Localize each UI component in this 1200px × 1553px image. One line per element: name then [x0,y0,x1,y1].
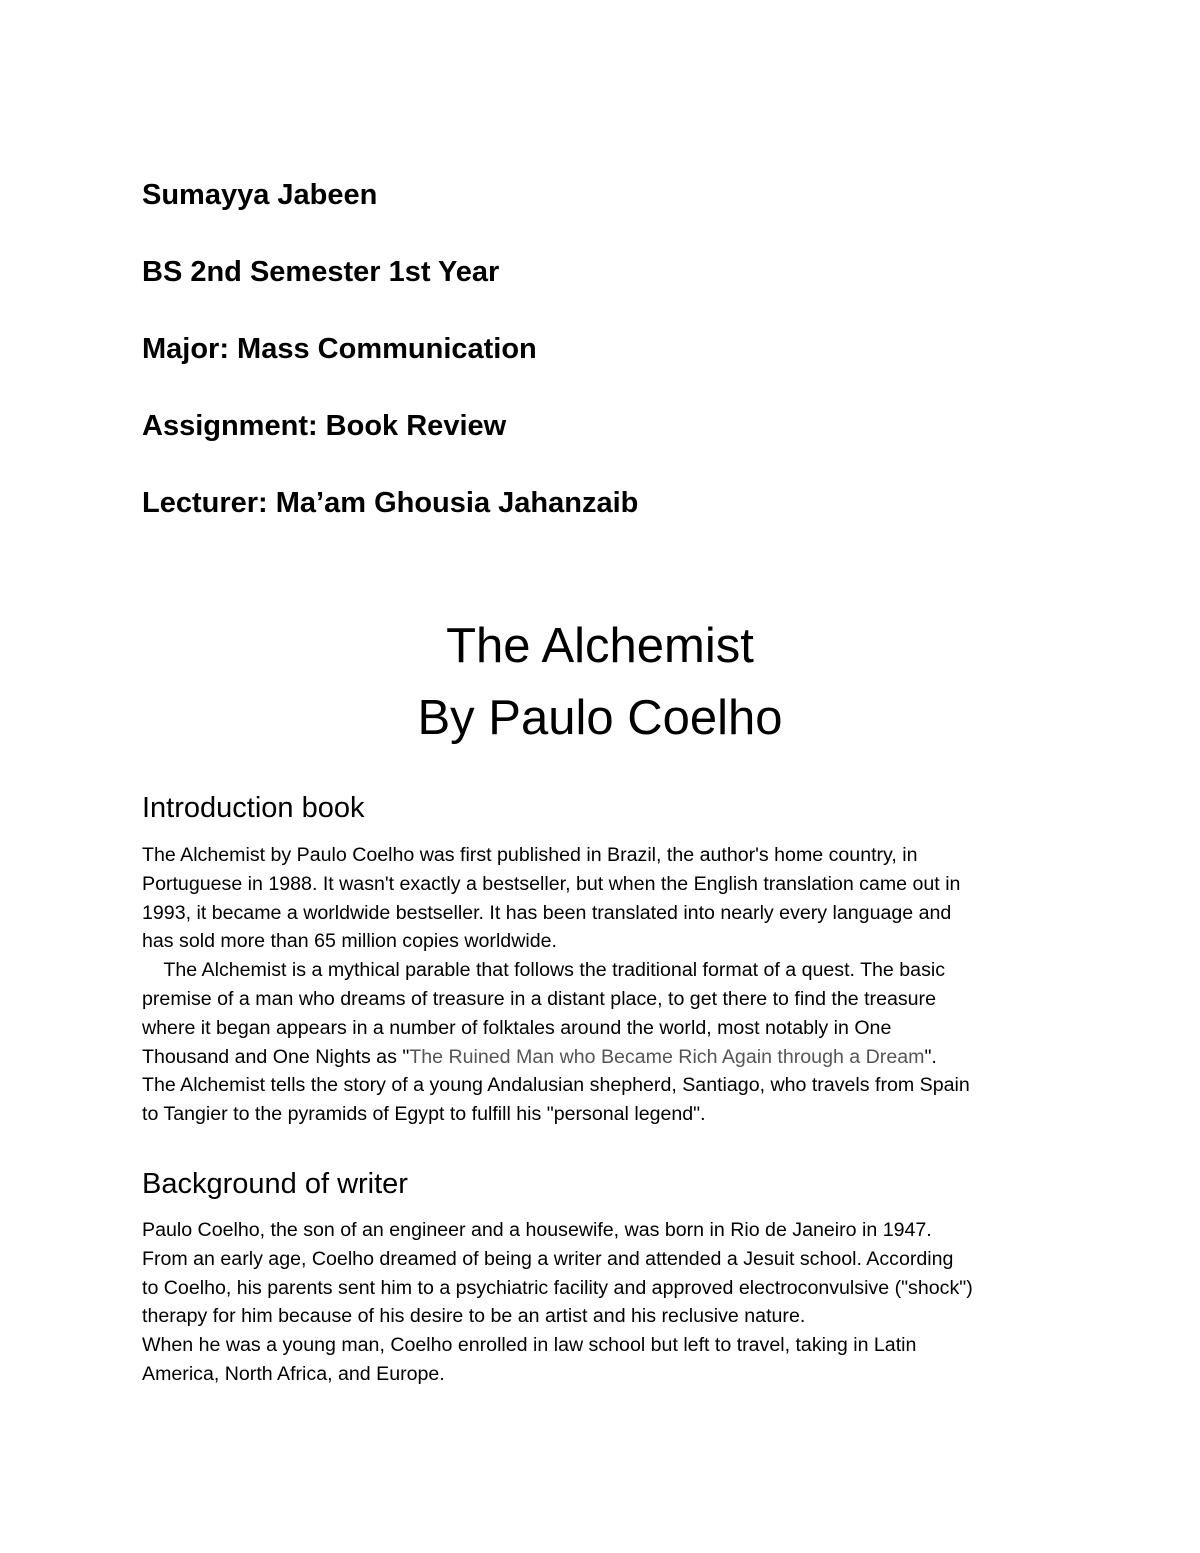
intro-line-text: ". [924,1045,937,1068]
intro-line: Portuguese in 1988. It wasn't exactly a bestseller, but when the English translation came out in [142,872,961,895]
intro-line-text: Thousand and One Nights as " [142,1045,410,1068]
intro-line-with-quote [142,1043,1072,1072]
intro-line: The Alchemist tells the story of a young Andalusian shepherd, Santiago, who travels from Spain [142,1074,970,1097]
intro-line: has sold more than 65 million copies worldwide. [142,930,557,953]
lecturer-line: Lecturer: Ma’am Ghousia Jahanzaib [142,487,639,519]
background-line: From an early age, Coelho dreamed of being a writer and attended a Jesuit school. According [142,1247,954,1270]
intro-line: to Tangier to the pyramids of Egypt to fulfill his "personal legend". [142,1103,706,1126]
background-text [142,1216,1072,1389]
intro-line: 1993, it became a worldwide bestseller. It has been translated into nearly every language and [142,901,952,924]
background-line: therapy for him because of his desire to be an artist and his reclusive nature. [142,1305,806,1328]
introduction-text [142,841,1072,1129]
major-line: Major: Mass Communication [142,333,537,365]
book-title: The Alchemist [446,619,754,673]
assignment-line: Assignment: Book Review [142,410,507,442]
intro-line: The Alchemist is a mythical parable that follows the traditional format of a quest. The basic [142,959,946,982]
background-line: Paulo Coelho, the son of an engineer and a housewife, was born in Rio de Janeiro in 1947. [142,1219,932,1241]
book-author: By Paulo Coelho [417,691,783,745]
introduction-heading: Introduction book [142,792,365,824]
background-line: When he was a young man, Coelho enrolled in law school but left to travel, taking in Latin [142,1334,917,1357]
background-line: America, North Africa, and Europe. [142,1362,445,1385]
program-line: BS 2nd Semester 1st Year [142,256,500,288]
background-line: to Coelho, his parents sent him to a psychiatric facility and approved electroconvulsive ("shock") [142,1276,973,1299]
background-heading: Background of writer [142,1168,408,1200]
intro-line: premise of a man who dreams of treasure in a distant place, to get there to find the treasure [142,987,936,1010]
intro-line: where it began appears in a number of folktales around the world, most notably in One [142,1016,892,1039]
folktale-title: The Ruined Man who Became Rich Again through a Dream [409,1045,925,1068]
student-name: Sumayya Jabeen [142,179,378,211]
intro-line: The Alchemist by Paulo Coelho was first published in Brazil, the author's home country, in [142,844,918,866]
